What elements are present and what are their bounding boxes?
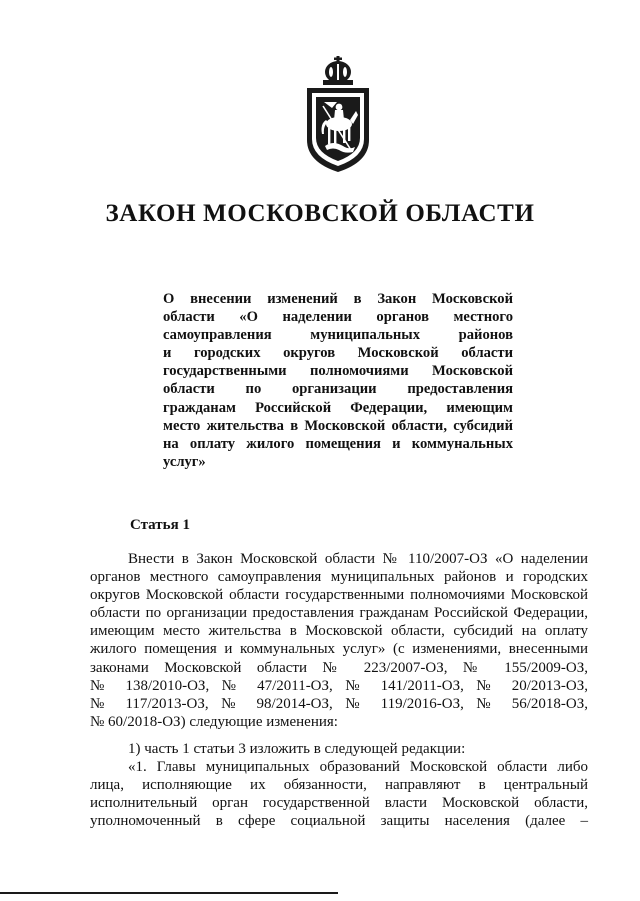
subtitle-line: области по организации предоставления bbox=[163, 381, 513, 398]
paragraph-line: № 117/2013-ОЗ, № 98/2014-ОЗ, № 119/2016-ОЗ, № 56/2018-ОЗ, bbox=[90, 695, 588, 712]
article-heading: Статья 1 bbox=[130, 517, 190, 533]
paragraph-line: имеющим место жительства в Московской области, субсидий на оплату bbox=[90, 623, 588, 640]
subtitle-line: услуг» bbox=[163, 453, 206, 470]
subtitle-line: и городских округов Московской области bbox=[163, 345, 513, 362]
paragraph-line: «1. Главы муниципальных образований Московской области либо bbox=[128, 759, 588, 776]
paragraph-line: лица, исполняющие их обязанности, направляют в центральный bbox=[90, 777, 588, 794]
paragraph-line: 1) часть 1 статьи 3 изложить в следующей редакции: bbox=[128, 741, 466, 757]
paragraph-line: округов Московской области государственными полномочиями Московской bbox=[90, 587, 588, 604]
subtitle-line: области «О наделении органов местного bbox=[163, 309, 513, 326]
law-title: ЗАКОН МОСКОВСКОЙ ОБЛАСТИ bbox=[105, 200, 535, 227]
amendment-paragraph bbox=[90, 740, 588, 830]
coat-of-arms-icon bbox=[293, 54, 383, 174]
paragraph-line: исполнительный орган государственной власти Московской области, bbox=[90, 795, 588, 812]
subtitle-line: самоуправления муниципальных районов bbox=[163, 327, 513, 344]
paragraph-line: № 138/2010-ОЗ, № 47/2011-ОЗ, № 141/2011-ОЗ, № 20/2013-ОЗ, bbox=[90, 677, 588, 694]
page-bottom-rule bbox=[0, 892, 338, 894]
subtitle-line: О внесении изменений в Закон Московской bbox=[163, 291, 513, 307]
paragraph-line: Внести в Закон Московской области № 110/2007-ОЗ «О наделении bbox=[128, 551, 588, 567]
law-subtitle bbox=[163, 290, 513, 471]
paragraph-line: области по организации предоставления гражданам Российской Федерации, bbox=[90, 605, 588, 622]
subtitle-line: на оплату жилого помещения и коммунальных bbox=[163, 435, 513, 452]
subtitle-line: гражданам Российской Федерации, имеющим bbox=[163, 399, 513, 416]
paragraph-line: жилого помещения и коммунальных услуг» (с изменениями, внесенными bbox=[90, 641, 588, 658]
subtitle-line: место жительства в Московской области, субсидий bbox=[163, 417, 513, 434]
subtitle-line: государственными полномочиями Московской bbox=[163, 363, 513, 380]
paragraph-line: законами Московской области № 223/2007-ОЗ, № 155/2009-ОЗ, bbox=[90, 659, 588, 676]
paragraph-line: № 60/2018-ОЗ) следующие изменения: bbox=[90, 713, 338, 730]
paragraph-line: органов местного самоуправления муниципальных районов и городских bbox=[90, 569, 588, 586]
article-paragraph bbox=[90, 550, 588, 731]
paragraph-line: уполномоченный в сфере социальной защиты населения (далее – bbox=[90, 813, 588, 830]
